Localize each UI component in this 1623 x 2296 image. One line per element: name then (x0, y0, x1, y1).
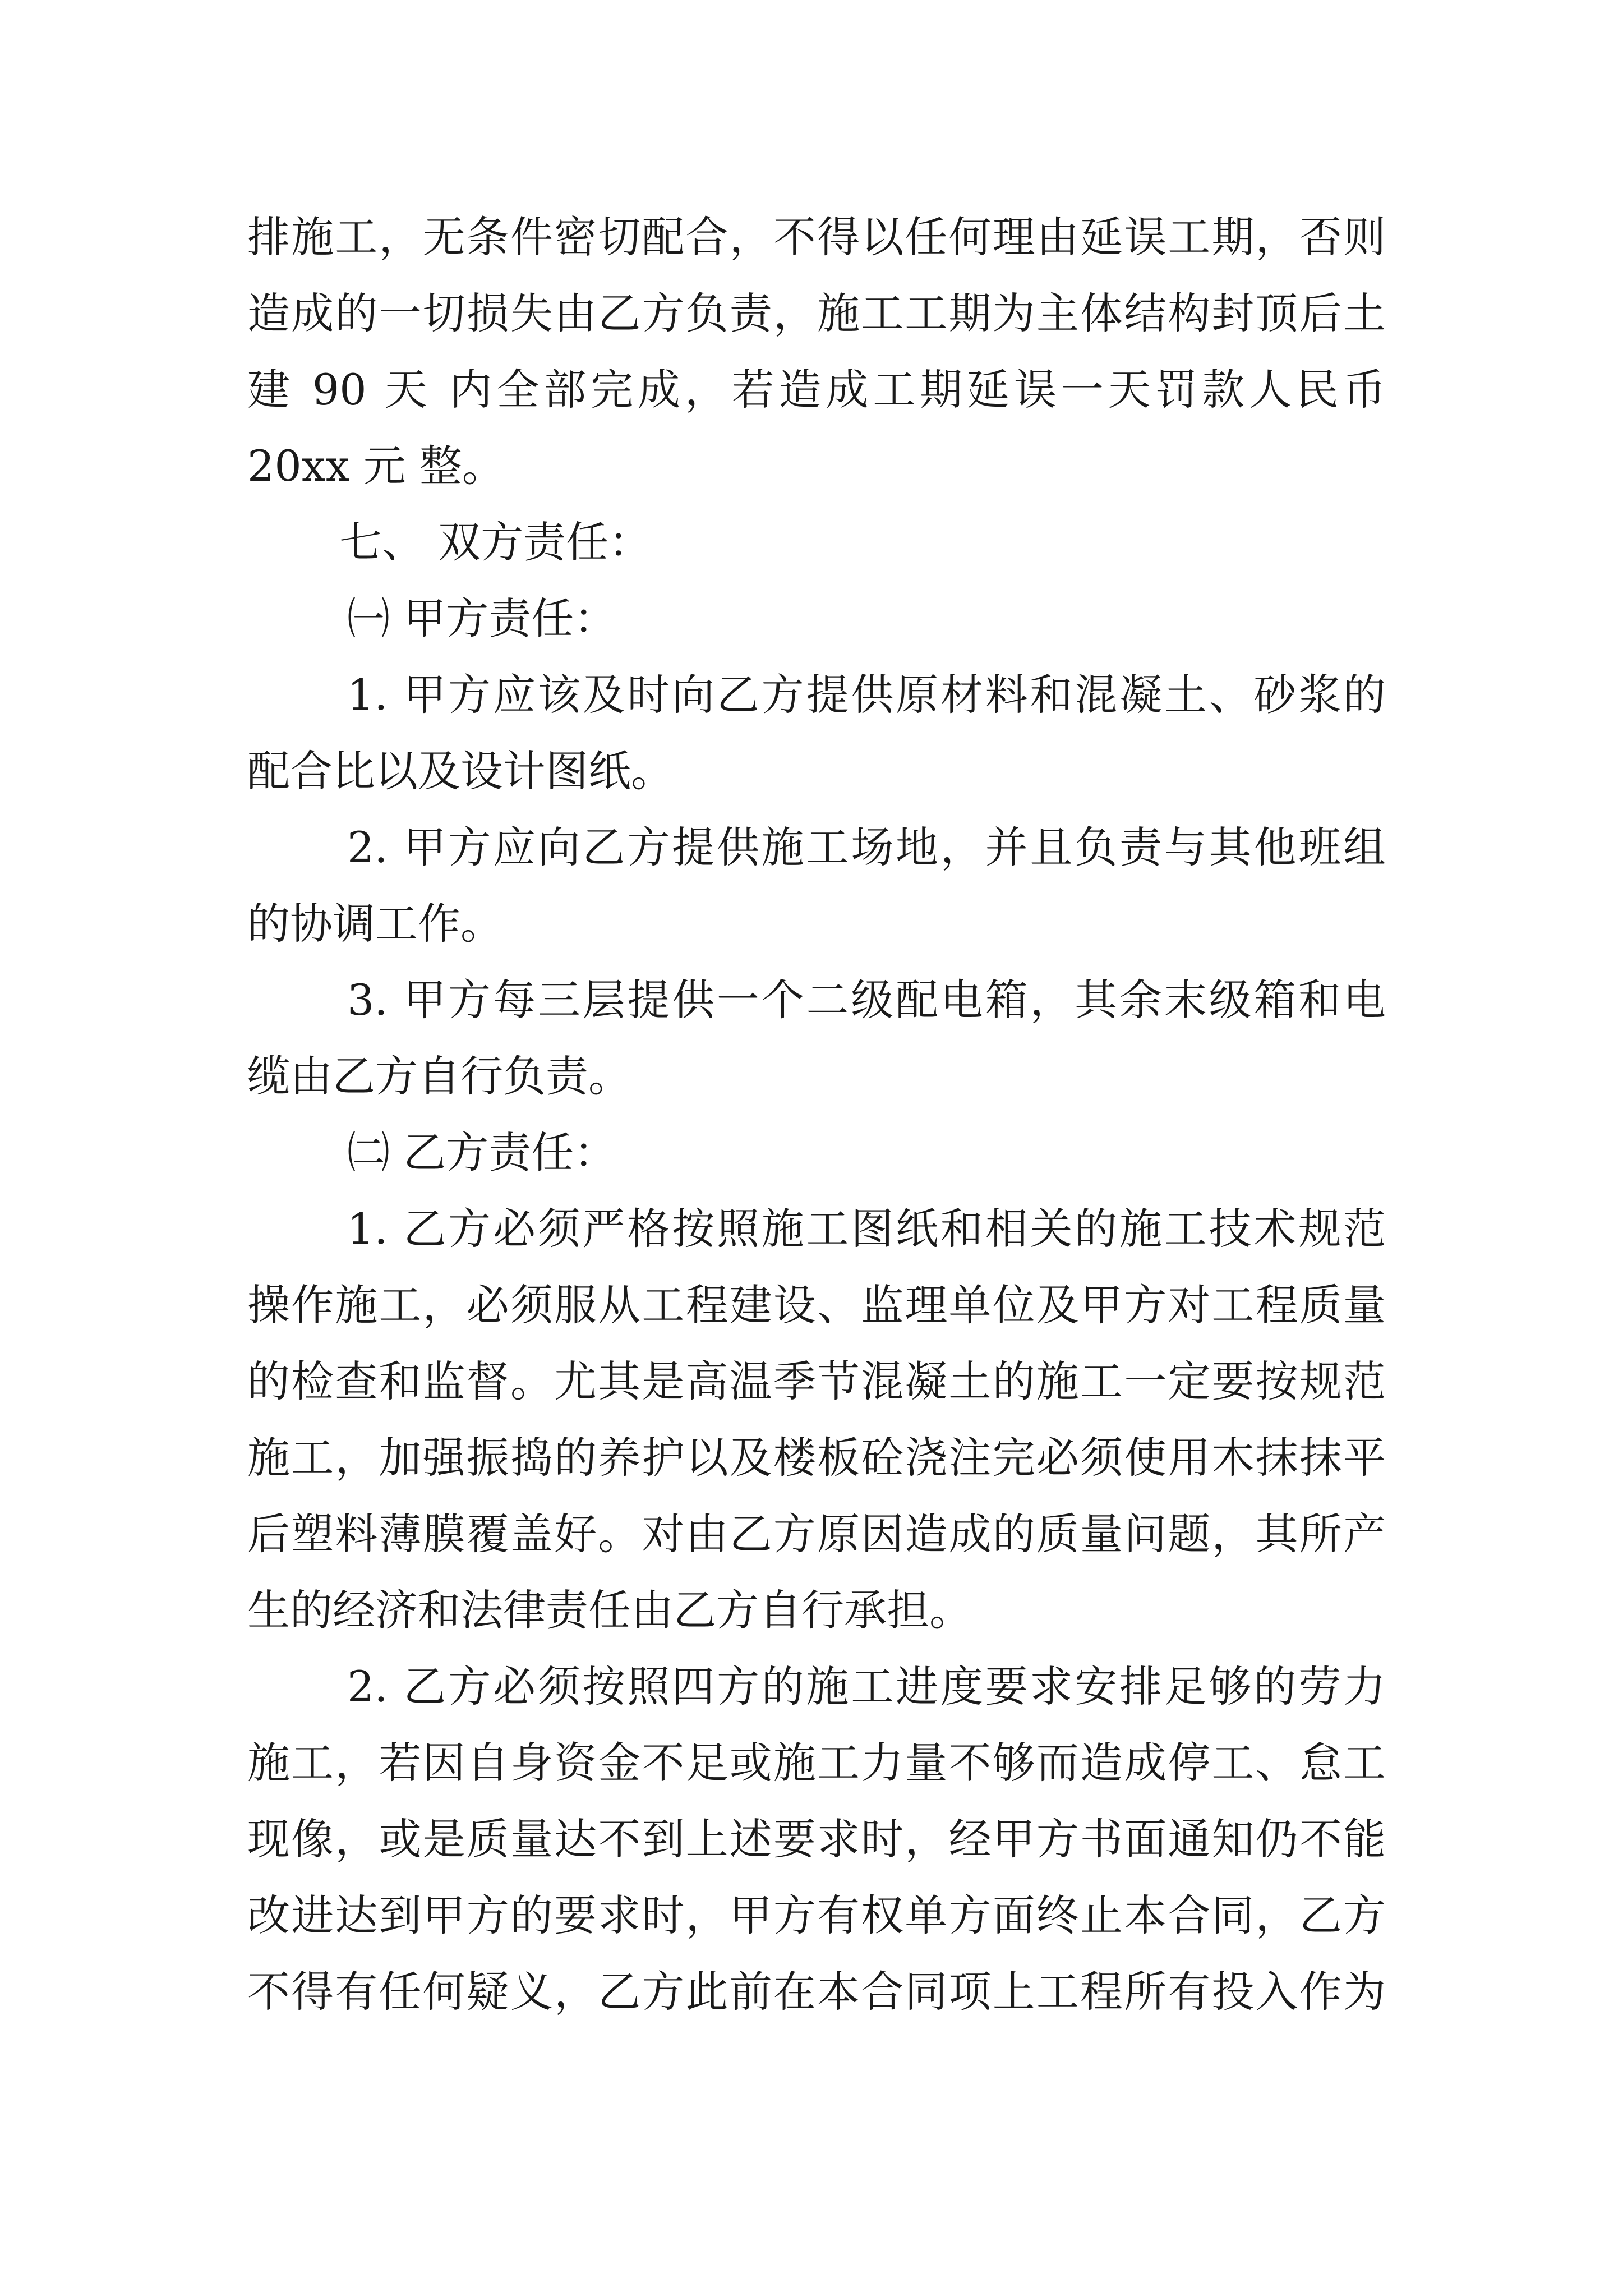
subsection-heading: ㈡ 乙方责任： (347, 1128, 617, 1177)
text-line: 施工，加强振捣的养护以及楼板砼浇注完必须使用木抹抹平 (247, 1433, 1386, 1483)
text-line: 施工，若因自身资金不足或施工力量不够而造成停工、怠工 (247, 1738, 1386, 1788)
text-line: 排施工，无条件密切配合，不得以任何理由延误工期，否则 (247, 212, 1386, 262)
text-line: 不得有任何疑义，乙方此前在本合同项上工程所有投入作为 (247, 1967, 1386, 2017)
document-body (247, 199, 1386, 2030)
section-heading: 七、 双方责任： (339, 517, 652, 567)
text-line: 缆由乙方自行负责。 (247, 1051, 631, 1101)
list-item: 1. 乙方必须严格按照施工图纸和相关的施工技术规范 (347, 1204, 1386, 1254)
text-line: 改进达到甲方的要求时，甲方有权单方面终止本合同，乙方 (247, 1890, 1386, 1940)
text-line: 生的经济和法律责任由乙方自行承担。 (247, 1585, 972, 1635)
text-line: 的检查和监督。尤其是高温季节混凝土的施工一定要按规范 (247, 1356, 1386, 1406)
list-item: 2. 甲方应向乙方提供施工场地，并且负责与其他班组 (347, 822, 1386, 872)
list-item: 3. 甲方每三层提供一个二级配电箱，其余末级箱和电 (347, 975, 1386, 1025)
text-line: 操作施工，必须服从工程建设、监理单位及甲方对工程质量 (247, 1280, 1386, 1330)
text-line: 配合比以及设计图纸。 (247, 746, 674, 796)
list-item: 2. 乙方必须按照四方的施工进度要求安排足够的劳力 (347, 1662, 1386, 1711)
list-item: 1. 甲方应该及时向乙方提供原材料和混凝土、砂浆的 (347, 670, 1386, 720)
text-line: 现像，或是质量达不到上述要求时，经甲方书面通知仍不能 (247, 1814, 1386, 1864)
text-line: 建 90 天 内全部完成，若造成工期延误一天罚款人民币 (247, 365, 1386, 415)
subsection-heading: ㈠ 甲方责任： (347, 593, 617, 643)
text-line: 20xx 元 整。 (247, 441, 505, 491)
text-line: 造成的一切损失由乙方负责，施工工期为主体结构封顶后土 (247, 288, 1386, 338)
text-line: 的协调工作。 (247, 899, 503, 949)
text-line: 后塑料薄膜覆盖好。对由乙方原因造成的质量问题，其所产 (247, 1509, 1386, 1559)
